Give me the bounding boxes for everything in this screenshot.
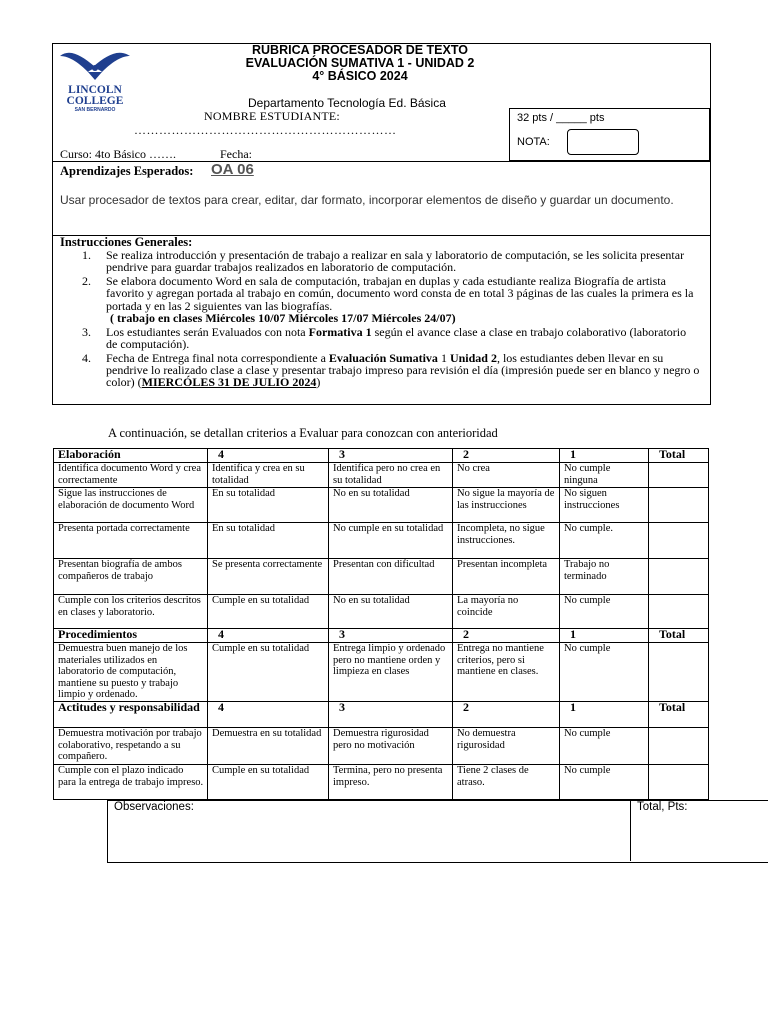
level-cell: Presentan con dificultad [329, 559, 453, 595]
doc-title: RUBRICA PROCESADOR DE TEXTO [252, 43, 468, 57]
criterion-cell: Sigue las instrucciones de elaboración de documento Word [54, 488, 208, 523]
level-cell: No cumple [560, 765, 649, 800]
total-cell[interactable] [649, 523, 709, 559]
level-cell: Demuestra rigurosidad pero no motivación [329, 728, 453, 765]
total-header: Total [649, 449, 709, 463]
instruction-text: ) [316, 375, 321, 390]
level-cell: Entrega limpio y ordenado pero no mantiene orden y limpieza en clases [329, 643, 453, 702]
instruction-text: 1 [437, 350, 450, 365]
instruction-number: 4. [82, 350, 91, 365]
instruction-item [60, 352, 700, 389]
rubric-row [54, 765, 709, 800]
instruction-text: Los estudiantes serán Evaluados con nota [106, 324, 309, 339]
level-cell: Demuestra en su totalidad [208, 728, 329, 765]
doc-subtitle: EVALUACIÓN SUMATIVA 1 - UNIDAD 2 [245, 56, 475, 70]
total-header: Total [649, 629, 709, 643]
level-cell: No cumple ninguna [560, 463, 649, 488]
section-name: Actitudes y responsabilidad [54, 702, 208, 728]
observations-label: Observaciones: [114, 801, 194, 813]
level-cell: La mayoría no coincide [453, 595, 560, 629]
rubric-section-header [54, 629, 709, 643]
level-4: 4 [208, 449, 329, 463]
instruction-text: Se elabora documento Word en sala de computación, trabajan en duplas y cada estudiante realiza Biografía de artista favorito y agregan portada al trabajo en común, documento word consta de en total 3 páginas de las cuales la primera es la portada y en las 2 siguientes van las biografías. [106, 274, 694, 313]
rubric-table [53, 448, 709, 800]
instructions-list [60, 249, 700, 390]
section-name: Elaboración [54, 449, 208, 463]
total-cell[interactable] [649, 488, 709, 523]
learning-code: OA 06 [211, 161, 254, 178]
instructions-title: Instrucciones Generales: [60, 235, 193, 249]
points-label: 32 pts / _____ pts [517, 112, 605, 124]
level-4: 4 [208, 702, 329, 728]
level-cell: No cumple [560, 595, 649, 629]
level-cell: Tiene 2 clases de atraso. [453, 765, 560, 800]
rubric-row [54, 488, 709, 523]
level-3: 3 [329, 449, 453, 463]
criterion-cell: Cumple con los criterios descritos en clases y laboratorio. [54, 595, 208, 629]
level-cell: Cumple en su totalidad [208, 595, 329, 629]
student-name-label: NOMBRE ESTUDIANTE: [204, 109, 340, 123]
rubric-row [54, 559, 709, 595]
student-name-field: ……………………………………………………… [134, 123, 397, 137]
level-cell: No sigue la mayoría de las instrucciones [453, 488, 560, 523]
rubric-row [54, 523, 709, 559]
level-cell: En su totalidad [208, 523, 329, 559]
level-cell: No cumple [560, 728, 649, 765]
instruction-item [60, 249, 700, 274]
date-label: Fecha: [220, 147, 252, 161]
total-cell[interactable] [649, 728, 709, 765]
level-cell: Trabajo no terminado [560, 559, 649, 595]
level-cell: No crea [453, 463, 560, 488]
rubric-row [54, 643, 709, 702]
level-cell: No siguen instrucciones [560, 488, 649, 523]
instruction-emphasis: Evaluación Sumativa [328, 350, 438, 365]
instruction-schedule: ( trabajo en clases Miércoles 10/07 Miércoles 17/07 Miércoles 24/07) [110, 310, 456, 325]
instruction-text: según el avance clase a clase en trabajo colaborativo (laboratorio de computación). [106, 324, 687, 352]
level-1: 1 [560, 702, 649, 728]
level-cell: Identifica pero no crea en su totalidad [329, 463, 453, 488]
grade-label: NOTA: [517, 136, 550, 148]
observations-divider [630, 800, 631, 861]
level-1: 1 [560, 629, 649, 643]
criterion-cell: Identifica documento Word y crea correctamente [54, 463, 208, 488]
school-logo [56, 46, 134, 112]
level-cell: Incompleta, no sigue instrucciones. [453, 523, 560, 559]
level-1: 1 [560, 449, 649, 463]
instruction-number: 2. [82, 274, 91, 289]
instruction-text: Fecha de Entrega final nota correspondiente a [106, 350, 329, 365]
instruction-text: Se realiza introducción y presentación de trabajo a realizar en sala y laboratorio de computación, se les solicita presentar pendrive para guardar trabajos realizados en laboratorio de computación. [106, 248, 685, 275]
level-cell: No cumple [560, 643, 649, 702]
doc-grade: 4° BÁSICO 2024 [312, 69, 408, 83]
level-cell: Cumple en su totalidad [208, 765, 329, 800]
level-cell: No cumple en su totalidad [329, 523, 453, 559]
rubric-section-header [54, 449, 709, 463]
criterion-cell: Cumple con el plazo indicado para la entrega de trabajo impreso. [54, 765, 208, 800]
logo-line2: COLLEGE [66, 95, 124, 107]
level-2: 2 [453, 629, 560, 643]
level-cell: No demuestra rigurosidad [453, 728, 560, 765]
criterion-cell: Demuestra motivación por trabajo colaborativo, respetando a su compañero. [54, 728, 208, 765]
level-cell: Presentan incompleta [453, 559, 560, 595]
instruction-number: 3. [82, 324, 91, 339]
level-cell: No en su totalidad [329, 595, 453, 629]
rubric-intro: A continuación, se detallan criterios a Evaluar para conozcan con anterioridad [108, 426, 498, 440]
level-2: 2 [453, 449, 560, 463]
rubric-section-header [54, 702, 709, 728]
level-4: 4 [208, 629, 329, 643]
instruction-item [60, 326, 700, 351]
total-cell[interactable] [649, 765, 709, 800]
rubric-row [54, 728, 709, 765]
level-2: 2 [453, 702, 560, 728]
instruction-number: 1. [82, 248, 91, 262]
criterion-cell: Demuestra buen manejo de los materiales utilizados en laboratorio de computación, mantiene su puesto y trabajo limpio y ordenado. [54, 643, 208, 702]
instruction-emphasis: Unidad 2 [449, 350, 497, 365]
level-cell: Cumple en su totalidad [208, 643, 329, 702]
level-cell: Entrega no mantiene criterios, pero si mantiene en clases. [453, 643, 560, 702]
course-label: Curso: 4to Básico ……. [60, 147, 176, 161]
logo-line3: SAN BERNARDO [74, 107, 116, 112]
rubric-row [54, 463, 709, 488]
learning-text: Usar procesador de textos para crear, editar, dar formato, incorporar elementos de diseño y guardar un documento. [60, 193, 674, 207]
level-cell: No cumple. [560, 523, 649, 559]
total-cell[interactable] [649, 559, 709, 595]
instruction-item [60, 275, 700, 324]
instruction-emphasis: Formativa 1 [308, 324, 372, 339]
level-3: 3 [329, 629, 453, 643]
total-header: Total [649, 702, 709, 728]
level-cell: Identifica y crea en su totalidad [208, 463, 329, 488]
criterion-cell: Presenta portada correctamente [54, 523, 208, 559]
learning-label: Aprendizajes Esperados: [60, 164, 194, 178]
section-name: Procedimientos [54, 629, 208, 643]
deadline: MIERCÓLES 31 DE JULIO 2024 [141, 375, 317, 390]
level-cell: Se presenta correctamente [208, 559, 329, 595]
level-cell: En su totalidad [208, 488, 329, 523]
total-cell[interactable] [649, 643, 709, 702]
department: Departamento Tecnología Ed. Básica [248, 96, 446, 110]
total-points-label: Total, Pts: [637, 801, 688, 813]
total-cell[interactable] [649, 595, 709, 629]
total-cell[interactable] [649, 463, 709, 488]
criterion-cell: Presentan biografía de ambos compañeros de trabajo [54, 559, 208, 595]
instruction-text: , los estudiantes deben llevar en su pendrive lo realizado clase a clase y presentar trabajo impreso para revisión el día (impresión puede ser en blanco y negro o color) ( [106, 350, 700, 390]
grade-field [567, 129, 639, 155]
level-cell: Termina, pero no presenta impreso. [329, 765, 453, 800]
level-cell: No en su totalidad [329, 488, 453, 523]
logo-line1: LINCOLN [68, 84, 122, 96]
rubric-row [54, 595, 709, 629]
level-3: 3 [329, 702, 453, 728]
